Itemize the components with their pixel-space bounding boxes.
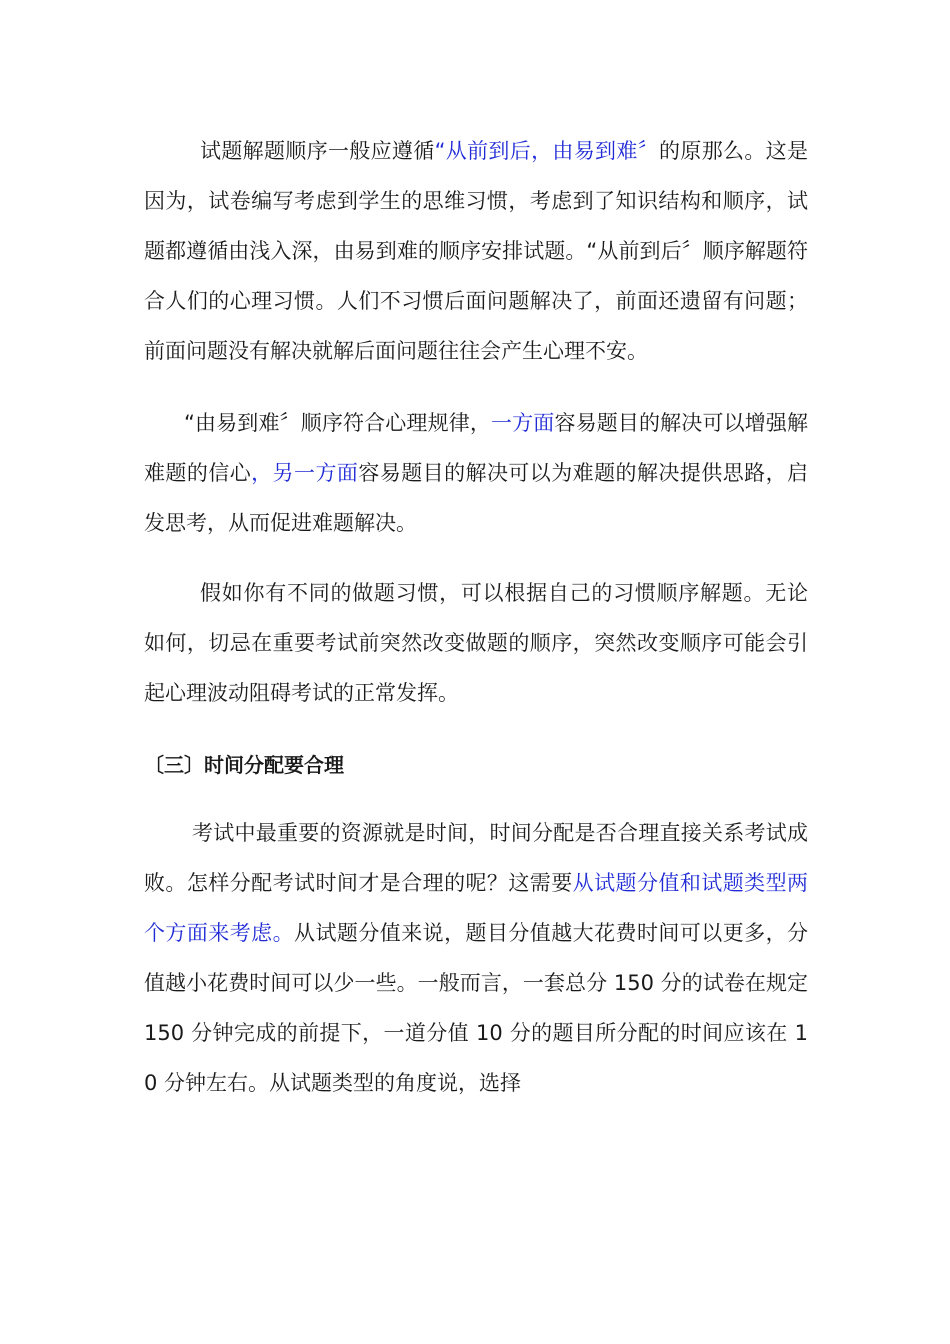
text-segment: 的原那么。这是因为，试卷编写考虑到学生的思维习惯，考虑到了知识结构和顺序，试题都遵循由浅入深，由易到难的顺序安排试题。“从前到后〞顺序解题符合人们的心理习惯。人们不习惯后面问题解决了，前面还遗留有问题；前面问题没有解决就解后面问题往往会产生心理不安。 — [144, 139, 808, 363]
text-segment: 容易题目的解决可以增强解难题的信心 — [144, 411, 809, 485]
text-segment: 假如你有不同的做题习惯，可以根据自己的习惯顺序解题。无论如何，切忌在重要考试前突然改变做题的顺序，突然改变顺序可能会引起心理波动阻碍考试的正常发挥。 — [144, 581, 808, 705]
text-segment: “由易到难〞顺序符合心理规律， — [184, 411, 492, 435]
text-segment: 考试中最重要的资源就是时间，时间分配是否合理直接关系考试成败。怎样分配考试时间才是合理的呢？这需要 — [144, 821, 808, 895]
paragraph-time-allocation — [144, 808, 808, 1108]
paragraph-own-habits — [144, 568, 808, 718]
paragraph-easy-to-hard — [144, 398, 808, 548]
highlight-segment: 从试题分值和试题类型两个方面来考虑。 — [144, 871, 809, 945]
text-segment: 试题解题顺序一般应遵循 — [200, 139, 435, 163]
highlight-segment: 一方面 — [491, 411, 555, 435]
highlight-segment: “从前到后，由易到难〞 — [434, 139, 660, 163]
paragraph-solving-order — [144, 126, 808, 376]
section-heading: 〔三〕时间分配要合理 — [144, 753, 344, 777]
document-page — [144, 126, 808, 1108]
highlight-segment: ，另一方面 — [251, 461, 359, 485]
text-segment: 容易题目的解决可以为难题的解决提供思路，启发思考，从而促进难题解决。 — [144, 461, 809, 535]
text-segment: 从试题分值来说，题目分值越大花费时间可以更多，分值越小花费时间可以少一些。一般而言，一套总分 150 分的试卷在规定 150 分钟完成的前提下，一道分值 10 分的题目所分配的时间应该在 10 分钟左右。从试题类型的角度说，选择 — [144, 921, 809, 1095]
